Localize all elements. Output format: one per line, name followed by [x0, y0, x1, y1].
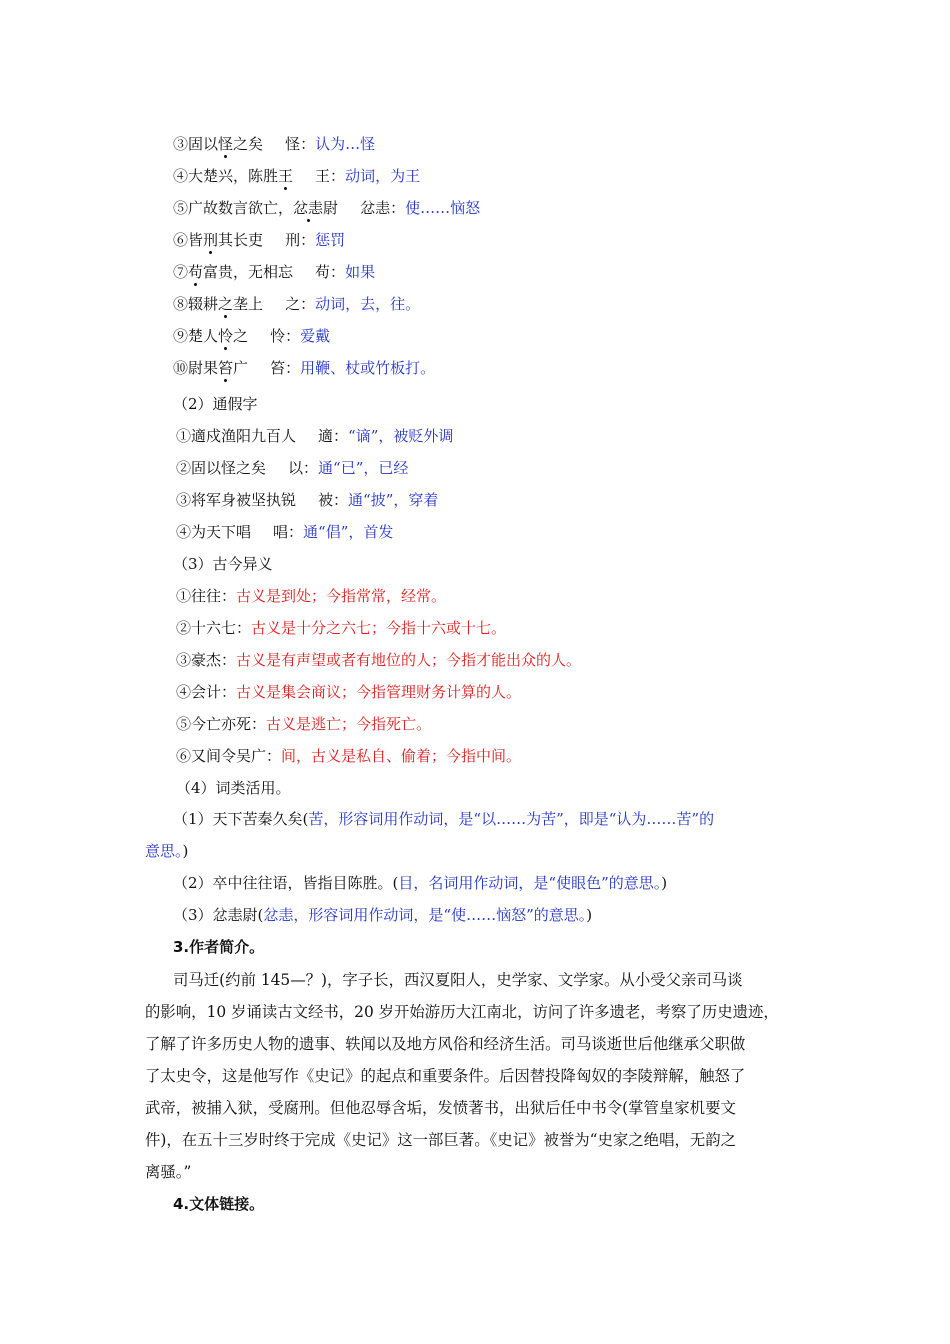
emphasis-word: 笞: [218, 359, 234, 377]
answer-text: “谪”，被贬外调: [348, 427, 454, 445]
section-heading-author: 3.作者简介。: [173, 938, 265, 956]
huoyong-item-1-cont: 意思。): [145, 842, 189, 860]
answer-text: 动词，为王: [345, 167, 421, 185]
answer-text: 用鞭、杖或竹板打。: [300, 359, 436, 377]
gujin-item: ②十六七：古义是十分之六七；今指十六或十七。: [176, 619, 507, 637]
key-word: 怪：: [285, 135, 316, 153]
word-item: ④大楚兴，陈胜王 王：动词，为王: [173, 167, 421, 185]
answer-text: 古义是到处；今指常常，经常。: [236, 587, 447, 605]
word-item: ⑨楚人怜之 怜：爱戴: [173, 327, 331, 345]
section-heading-gujin: （3）古今异义: [173, 555, 273, 573]
answer-text: 惩罚: [315, 231, 346, 249]
tongjia-item: ③将军身被坚执锐 被：通“披”，穿着: [176, 491, 439, 509]
answer-text: 古义是逃亡；今指死亡。: [266, 715, 432, 733]
answer-text: 动词，去，往。: [315, 295, 421, 313]
author-line: 武帝，被捕入狱，受腐刑。但他忍辱含垢，发愤著书，出狱后任中书令(掌管皇家机要文: [145, 1099, 736, 1117]
answer-text: 通“披”，穿着: [348, 491, 439, 509]
item-number: ③: [173, 135, 189, 153]
section-heading-tongjia: （2）通假字: [173, 395, 258, 413]
emphasis-word: 怪: [218, 135, 234, 153]
word-item: ③固以怪之矣 怪：认为…怪: [173, 135, 376, 153]
answer-text: 古义是集会商议；今指管理财务计算的人。: [236, 683, 522, 701]
gujin-item: ⑥又间令吴广：间，古义是私自、偷着；今指中间。: [176, 747, 522, 765]
author-line: 了解了许多历史人物的遗事、轶闻以及地方风俗和经济生活。司马谈逝世后他继承父职做: [145, 1035, 746, 1053]
answer-text: 古义是有声望或者有地位的人；今指才能出众的人。: [236, 651, 582, 669]
huoyong-item-3: （3）忿恚尉(忿恚，形容词用作动词，是“使……恼怒”的意思。): [173, 906, 593, 924]
author-line: 了太史令，这是他写作《史记》的起点和重要条件。后因替投降匈奴的李陵辩解，触怒了: [145, 1067, 746, 1085]
word-item: ⑥皆刑其长吏 刑：惩罚: [173, 231, 346, 249]
emphasis-word: 之: [218, 295, 234, 313]
answer-text: 苦，形容词用作动词，是“以……为苦”，即是“认为……苦”的: [308, 810, 715, 828]
huoyong-item-2: （2）卒中往往语，皆指目陈胜。(目，名词用作动词，是“使眼色”的意思。): [173, 874, 668, 892]
gujin-item: ①往往：古义是到处；今指常常，经常。: [176, 587, 447, 605]
gujin-item: ④会计：古义是集会商议；今指管理财务计算的人。: [176, 683, 522, 701]
answer-text: 使……恼怒: [405, 199, 481, 217]
answer-text: 通“倡”，首发: [303, 523, 394, 541]
section-heading-huoyong: （4）词类活用。: [176, 779, 291, 797]
answer-text: 通“已”，已经: [318, 459, 409, 477]
emphasis-word: 怜: [218, 327, 234, 345]
author-line: 离骚。”: [145, 1163, 192, 1181]
word-item: ⑤广故数言欲亡，忿恚尉 忿恚：使……恼怒: [173, 199, 481, 217]
word-item: ⑦苟富贵，无相忘 苟：如果: [173, 263, 376, 281]
emphasis-word: 刑: [203, 231, 219, 249]
answer-text: 认为…怪: [315, 135, 376, 153]
answer-text: 如果: [345, 263, 376, 281]
tongjia-item: ①適戍渔阳九百人 適：“谪”，被贬外调: [176, 427, 454, 445]
author-line: 的影响，10 岁诵读古文经书，20 岁开始游历大江南北，访问了许多遗老，考察了历史遗迹，: [145, 1003, 779, 1021]
author-line: 件)，在五十三岁时终于完成《史记》这一部巨著。《史记》被誉为“史家之绝唱，无韵之: [145, 1131, 737, 1149]
emphasis-word: 苟: [188, 263, 204, 281]
huoyong-item-1: （1）天下苦秦久矣(苦，形容词用作动词，是“以……为苦”，即是“认为……苦”的: [173, 810, 715, 828]
gujin-item: ③豪杰：古义是有声望或者有地位的人；今指才能出众的人。: [176, 651, 582, 669]
answer-text: 间，古义是私自、偷着；今指中间。: [281, 747, 522, 765]
answer-text: 古义是十分之六七；今指十六或十七。: [251, 619, 507, 637]
answer-text: 忿恚，形容词用作动词，是“使……恼怒”的意思。: [263, 906, 587, 924]
section-heading-genre: 4.文体链接。: [173, 1195, 265, 1213]
word-item: ⑩尉果笞广 笞：用鞭、杖或竹板打。: [173, 359, 436, 377]
answer-text: 爱戴: [300, 327, 331, 345]
emphasis-word: 王: [278, 167, 294, 185]
tongjia-item: ②固以怪之矣 以：通“已”，已经: [176, 459, 409, 477]
gujin-item: ⑤今亡亦死：古义是逃亡；今指死亡。: [176, 715, 432, 733]
answer-text: 目，名词用作动词，是“使眼色”的意思。: [398, 874, 662, 892]
word-item: ⑧辍耕之垄上 之：动词，去，往。: [173, 295, 421, 313]
emphasis-word: 忿恚: [293, 199, 324, 217]
tongjia-item: ④为天下唱 唱：通“倡”，首发: [176, 523, 394, 541]
author-line: 司马迁(约前 145—？)，字子长，西汉夏阳人，史学家、文学家。从小受父亲司马谈: [173, 971, 743, 989]
